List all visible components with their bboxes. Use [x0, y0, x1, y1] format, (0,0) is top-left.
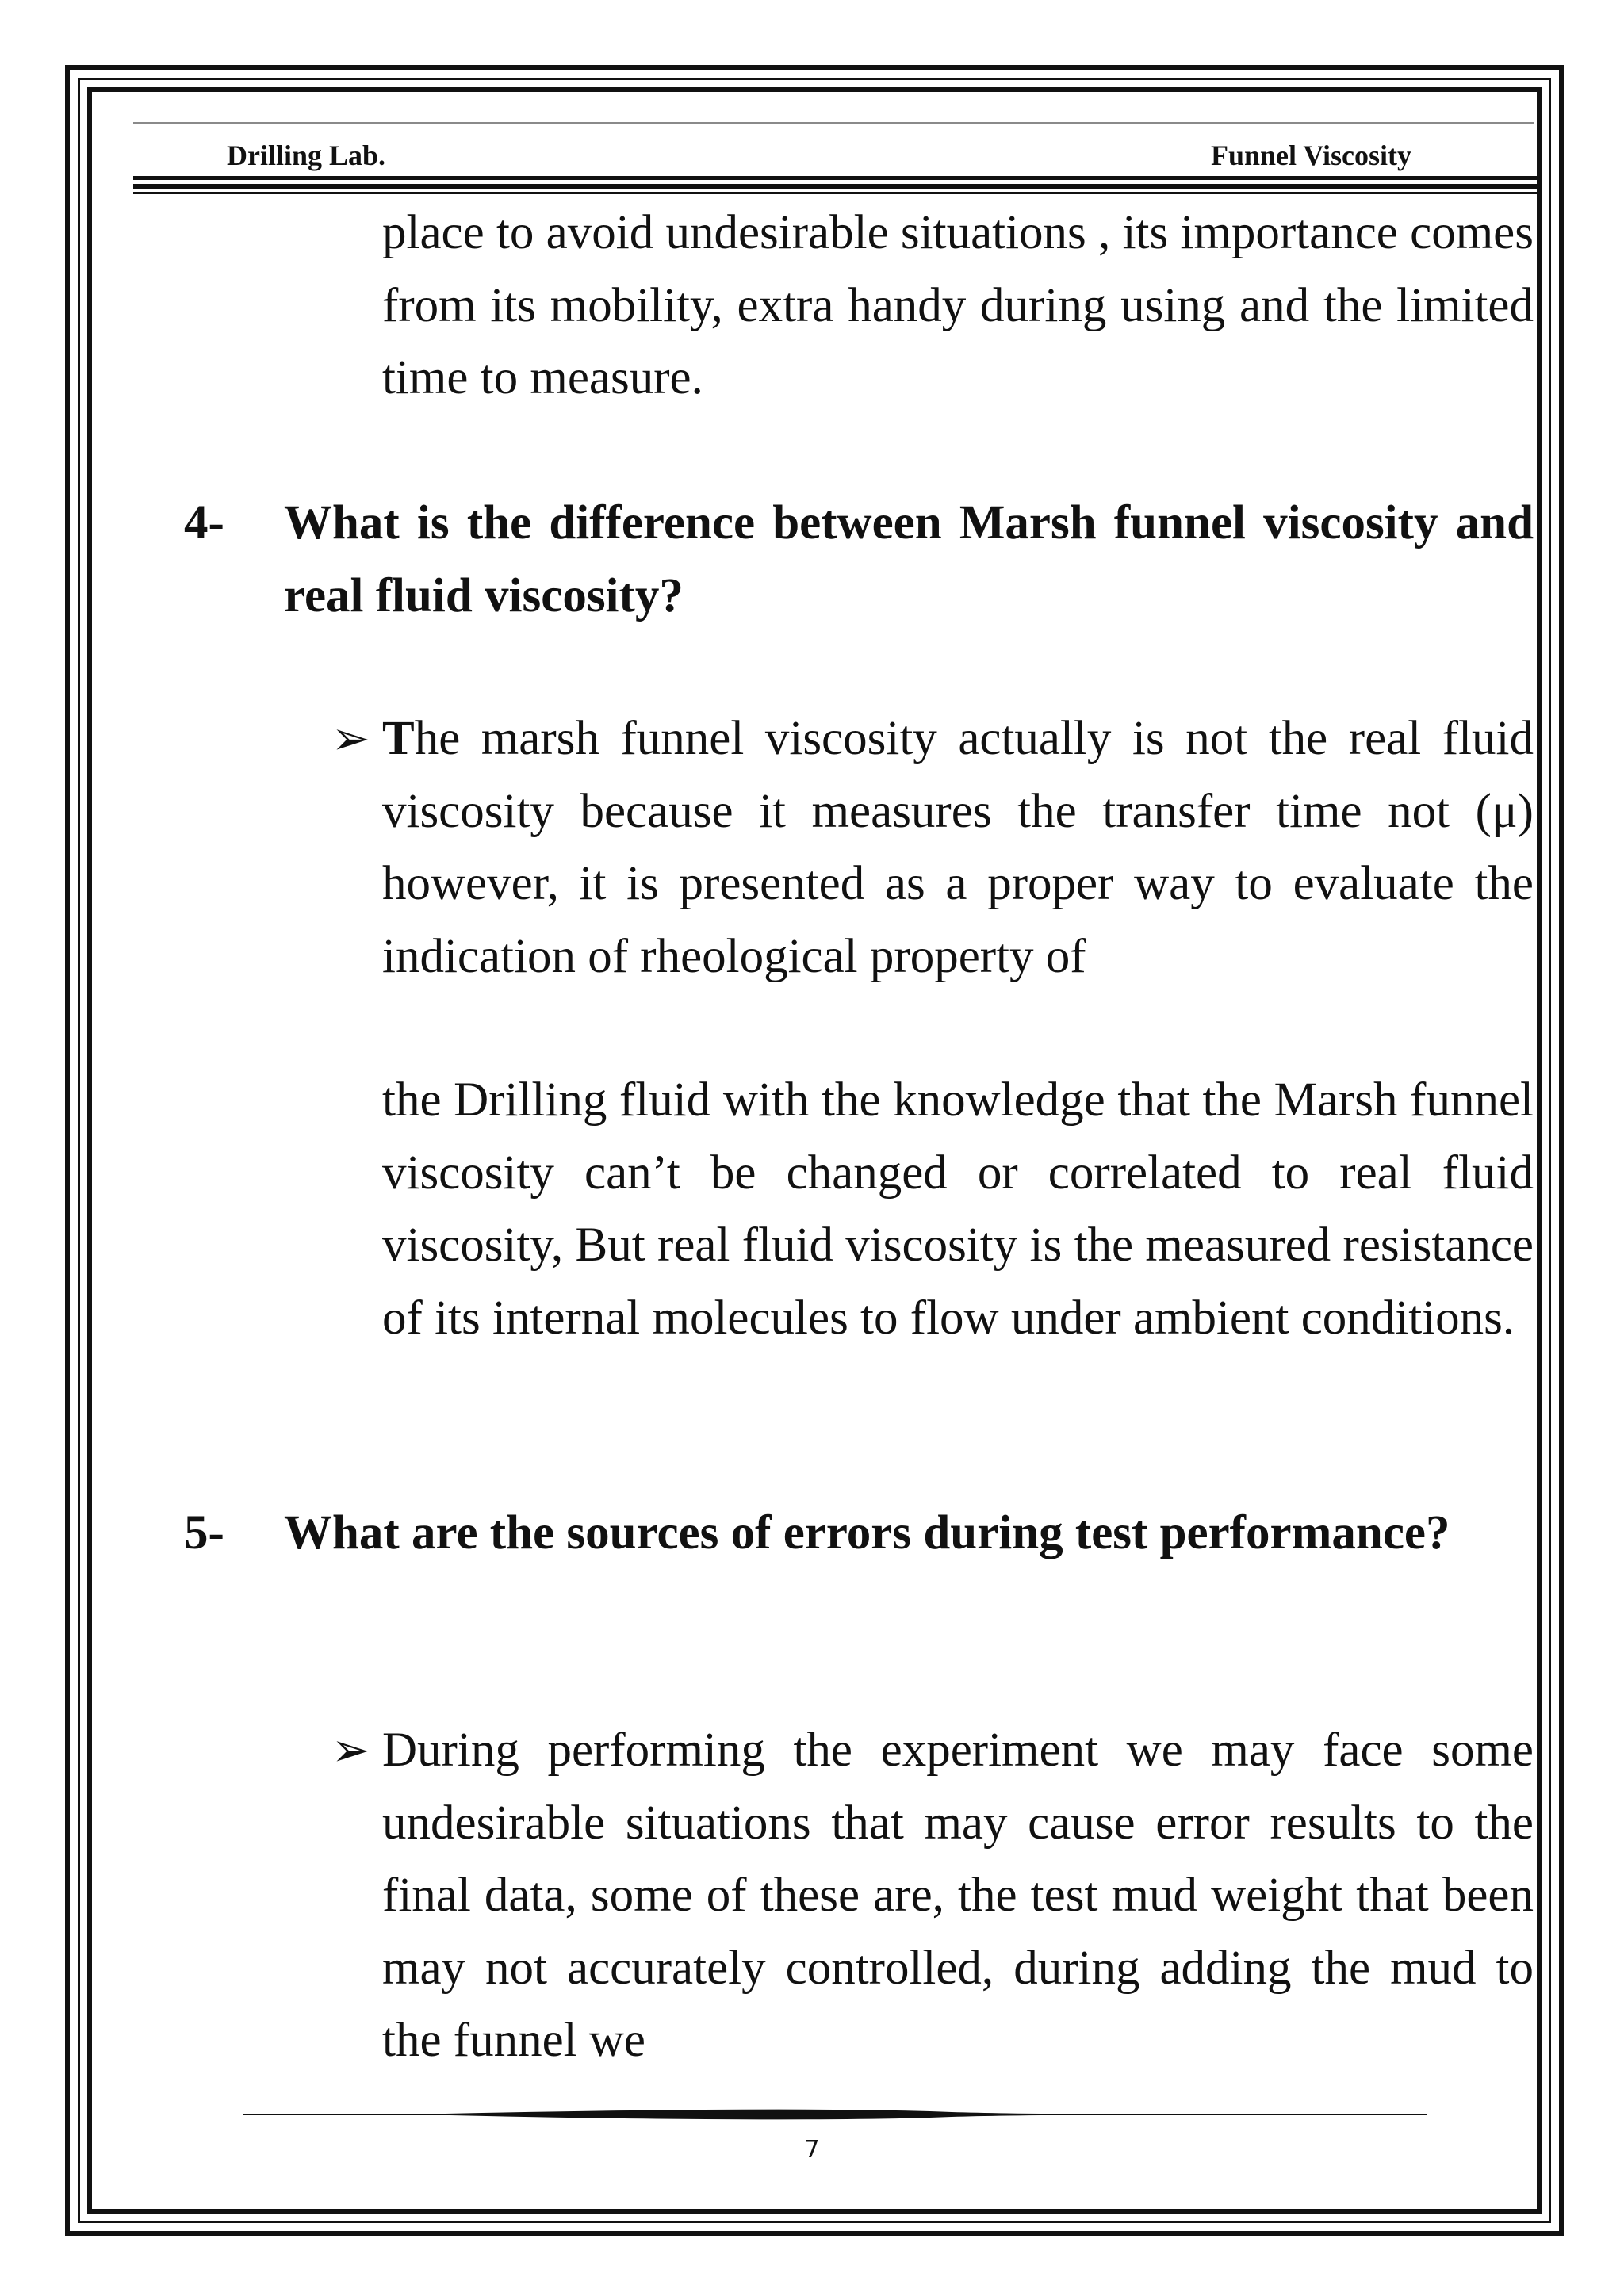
- intro-paragraph: place to avoid undesirable situations , its importance comes from its mobility, extra handy during using and the limited time to measure.: [382, 206, 1534, 404]
- header-rule: [133, 192, 1542, 194]
- answer-4-text: he marsh funnel viscosity actually is not the real fluid viscosity because it measures the transfer time not (μ) however, it is presented as a proper way to evaluate the indication of rheological property of: [382, 712, 1534, 983]
- question-4: [184, 487, 1534, 632]
- answer-5-paragraph: During performing the experiment we may face some undesirable situations that may cause error results to the final data, some of these are, the test mud weight that been may not accurately controlled, during adding the mud to the funnel we: [382, 1724, 1534, 2067]
- question-5: [184, 1497, 1534, 1570]
- header-rule: [133, 176, 1542, 180]
- page-number: 7: [804, 2136, 820, 2164]
- question-number: 4-: [184, 496, 224, 549]
- header-rule: [133, 184, 1542, 189]
- answer-4-first-letter: T: [382, 712, 415, 765]
- bullet-arrow-icon: ➢: [331, 1724, 370, 1776]
- answer-4-paragraph-1: [382, 702, 1534, 993]
- question-number: 5-: [184, 1506, 224, 1559]
- header-right-title: Funnel Viscosity: [1210, 140, 1411, 171]
- question-text: What are the sources of errors during test performance?: [284, 1506, 1450, 1559]
- question-text: What is the difference between Marsh funnel viscosity and real fluid viscosity?: [284, 496, 1534, 622]
- bullet-arrow-icon: ➢: [331, 713, 370, 764]
- footer-divider: [0, 2103, 1624, 2126]
- header-top-rule: [133, 122, 1534, 124]
- answer-4-paragraph-2: the Drilling fluid with the knowledge that the Marsh funnel viscosity can’t be changed or correlated to real fluid viscosity, But real fluid viscosity is the measured resistance of its internal molecules to flow under ambient conditions.: [382, 1073, 1534, 1345]
- header-left-title: Drilling Lab.: [227, 140, 386, 171]
